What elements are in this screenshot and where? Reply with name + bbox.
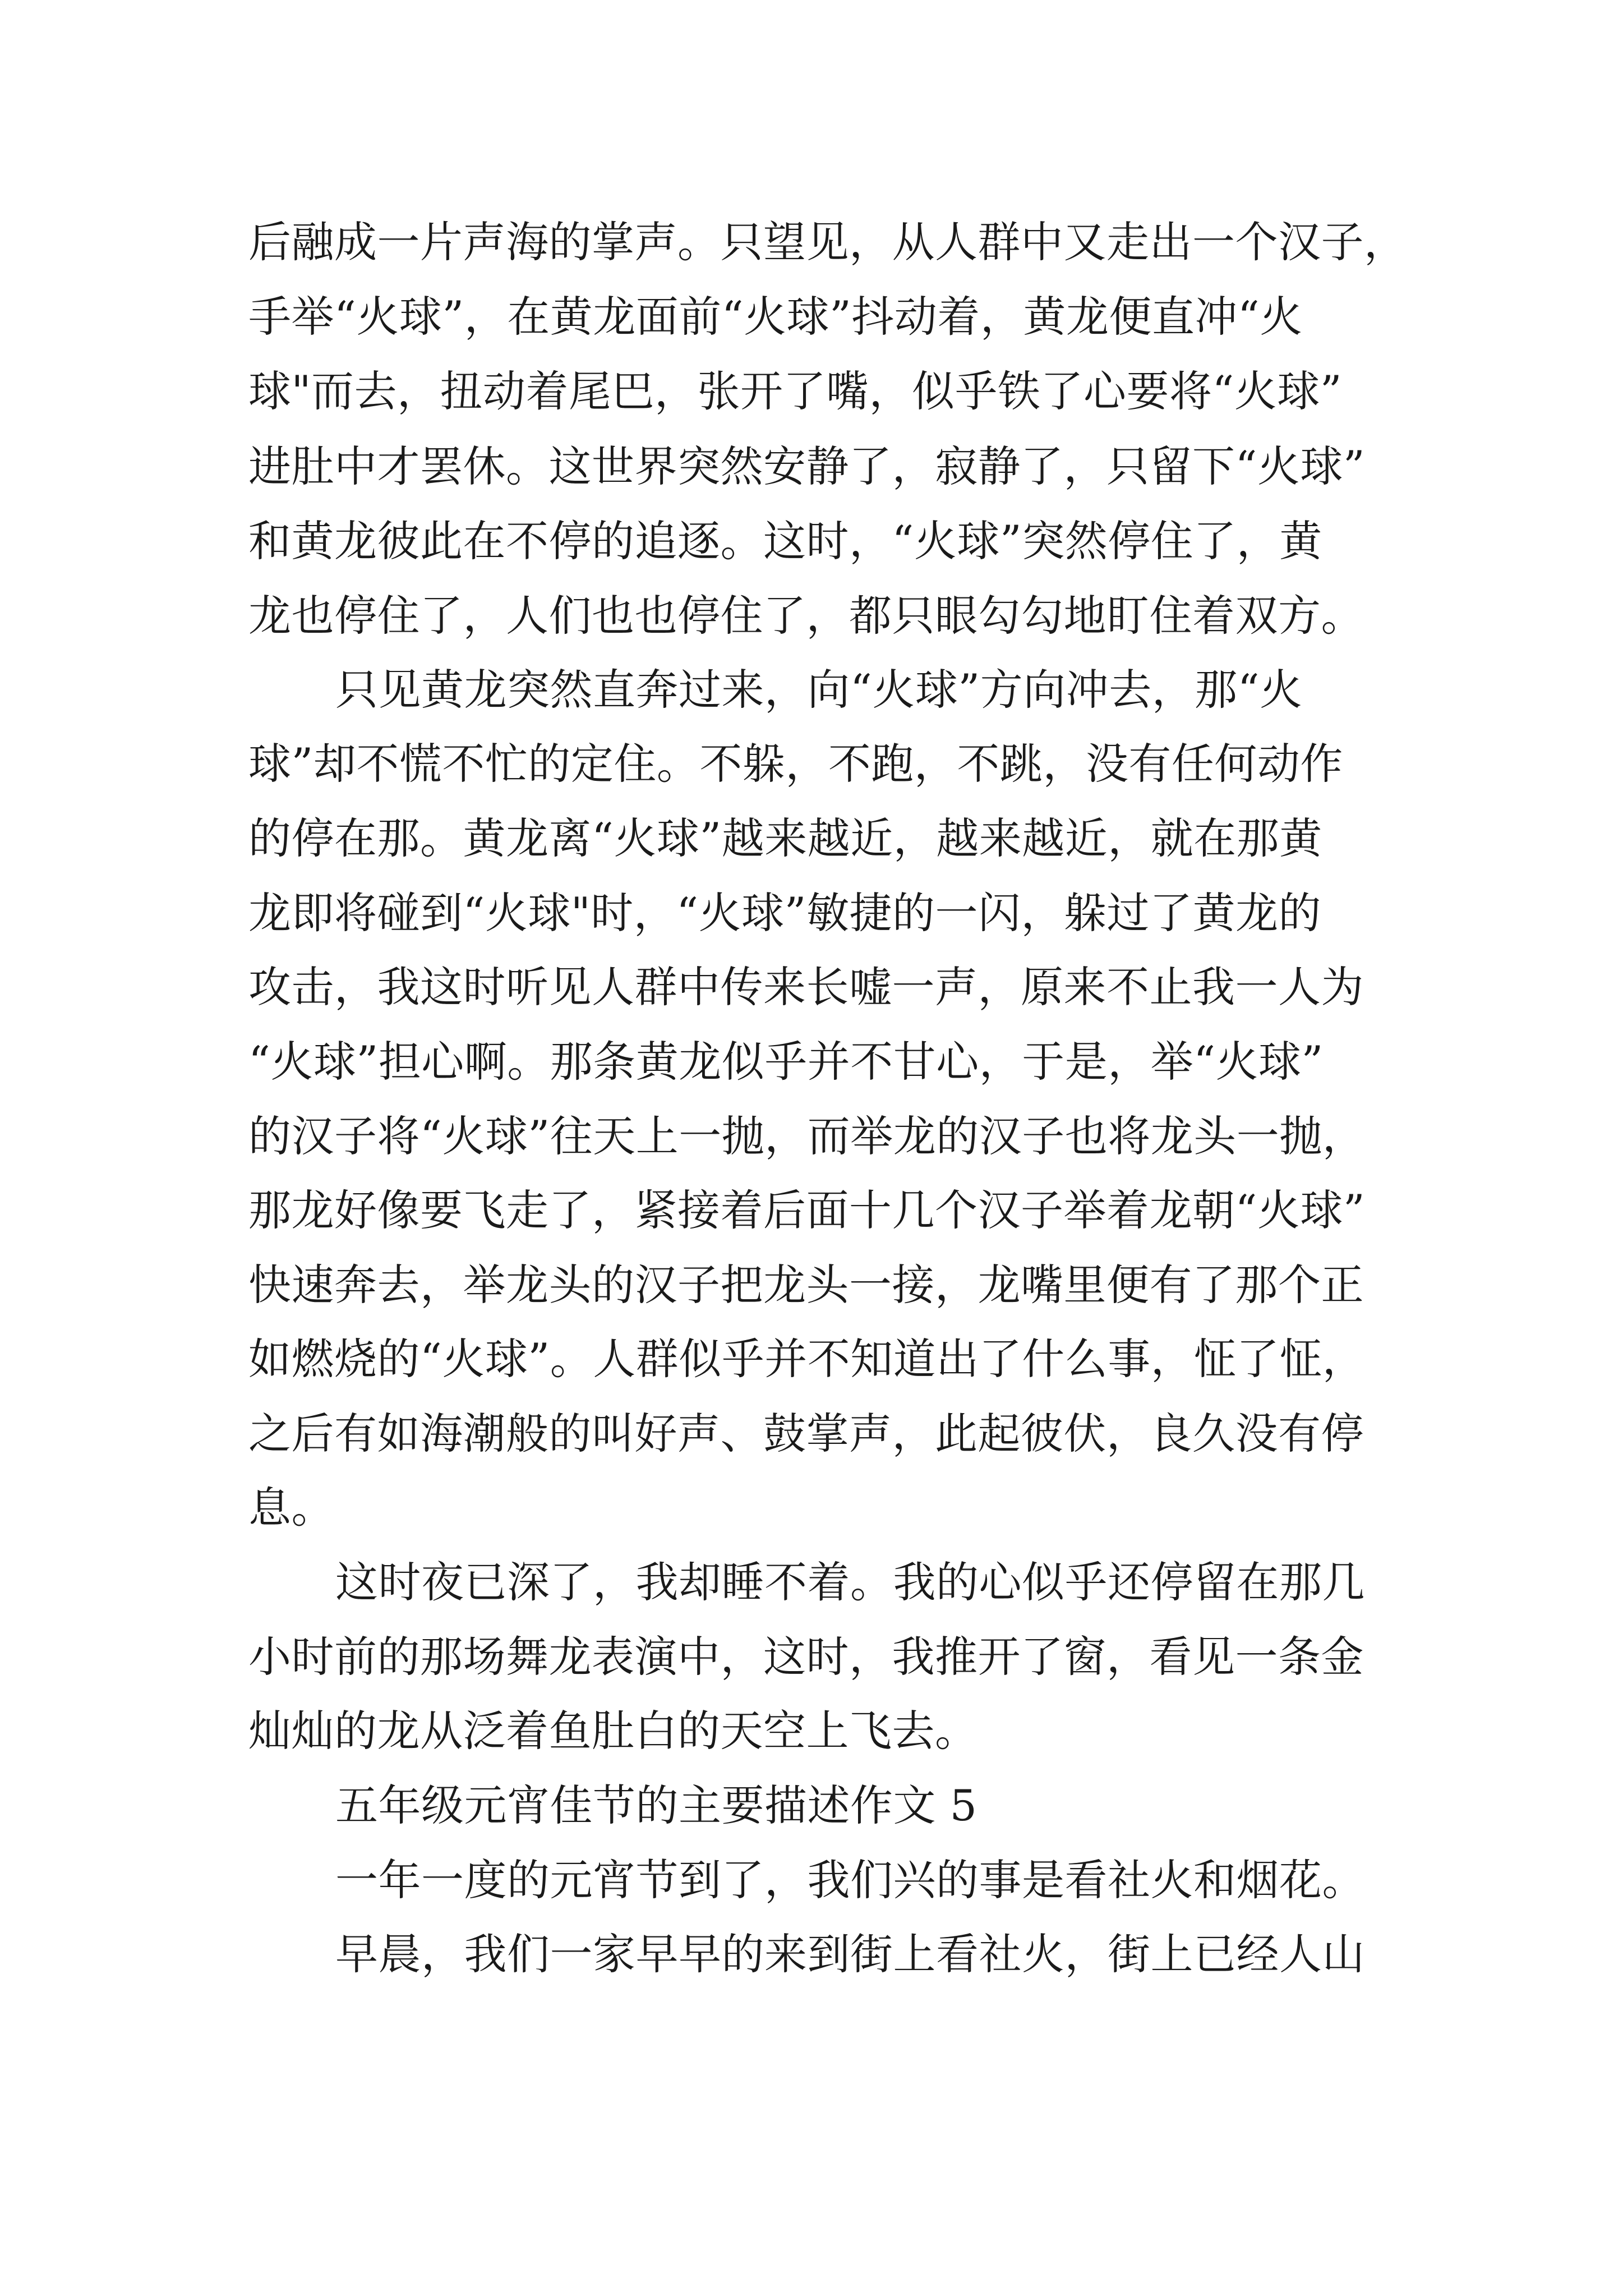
paragraph-first-line: 早晨，我们一家早早的来到街上看社火，街上已经人山 xyxy=(335,1929,1365,1979)
text-line: 息。 xyxy=(248,1483,334,1533)
paragraph-first-line: 一年一度的元宵节到了，我们兴的事是看社火和烟花。 xyxy=(335,1855,1365,1905)
text-line: 如燃烧的“火球”。人群似乎并不知道出了什么事，怔了怔， xyxy=(248,1334,1366,1384)
paragraph-first-line: 这时夜已深了，我却睡不着。我的心似乎还停留在那几 xyxy=(335,1557,1365,1607)
text-line: 手举“火球”，在黄龙面前“火球”抖动着，黄龙便直冲“火 xyxy=(248,292,1303,342)
text-line: 快速奔去，举龙头的汉子把龙头一接，龙嘴里便有了那个正 xyxy=(248,1260,1364,1310)
text-line: 的汉子将“火球”往天上一抛，而举龙的汉子也将龙头一抛， xyxy=(248,1111,1366,1161)
section-heading: 五年级元宵佳节的主要描述作文 5 xyxy=(335,1780,978,1830)
paragraph-first-line: 只见黄龙突然直奔过来，向“火球”方向冲去，那“火 xyxy=(335,665,1303,715)
text-line: 和黄龙彼此在不停的追逐。这时，“火球”突然停住了，黄 xyxy=(248,516,1322,566)
text-line: 小时前的那场舞龙表演中，这时，我推开了窗，看见一条金 xyxy=(248,1632,1364,1682)
text-line: 球"而去，扭动着尾巴，张开了嘴，似乎铁了心要将“火球” xyxy=(248,366,1343,416)
text-line: 灿灿的龙从泛着鱼肚白的天空上飞去。 xyxy=(248,1706,978,1756)
text-line: 后融成一片声海的掌声。只望见，从人群中又走出一个汉子， xyxy=(248,217,1407,267)
text-line: 攻击，我这时听见人群中传来长嘘一声，原来不止我一人为 xyxy=(248,962,1364,1012)
text-line: 那龙好像要飞走了，紧接着后面十几个汉子举着龙朝“火球” xyxy=(248,1185,1366,1235)
text-line: 球”却不慌不忙的定住。不躲，不跑，不跳，没有任何动作 xyxy=(248,739,1343,789)
text-line: 的停在那。黄龙离“火球”越来越近，越来越近，就在那黄 xyxy=(248,813,1322,863)
text-line: 之后有如海潮般的叫好声、鼓掌声，此起彼伏，良久没有停 xyxy=(248,1409,1364,1458)
text-line: 龙即将碰到“火球"时，“火球”敏捷的一闪，躲过了黄龙的 xyxy=(248,888,1322,938)
text-line: “火球”担心啊。那条黄龙似乎并不甘心，于是，举“火球” xyxy=(248,1037,1324,1087)
text-line: 进肚中才罢休。这世界突然安静了，寂静了，只留下“火球” xyxy=(248,441,1366,491)
text-line: 龙也停住了，人们也也停住了，都只眼勾勾地盯住着双方。 xyxy=(248,591,1364,641)
